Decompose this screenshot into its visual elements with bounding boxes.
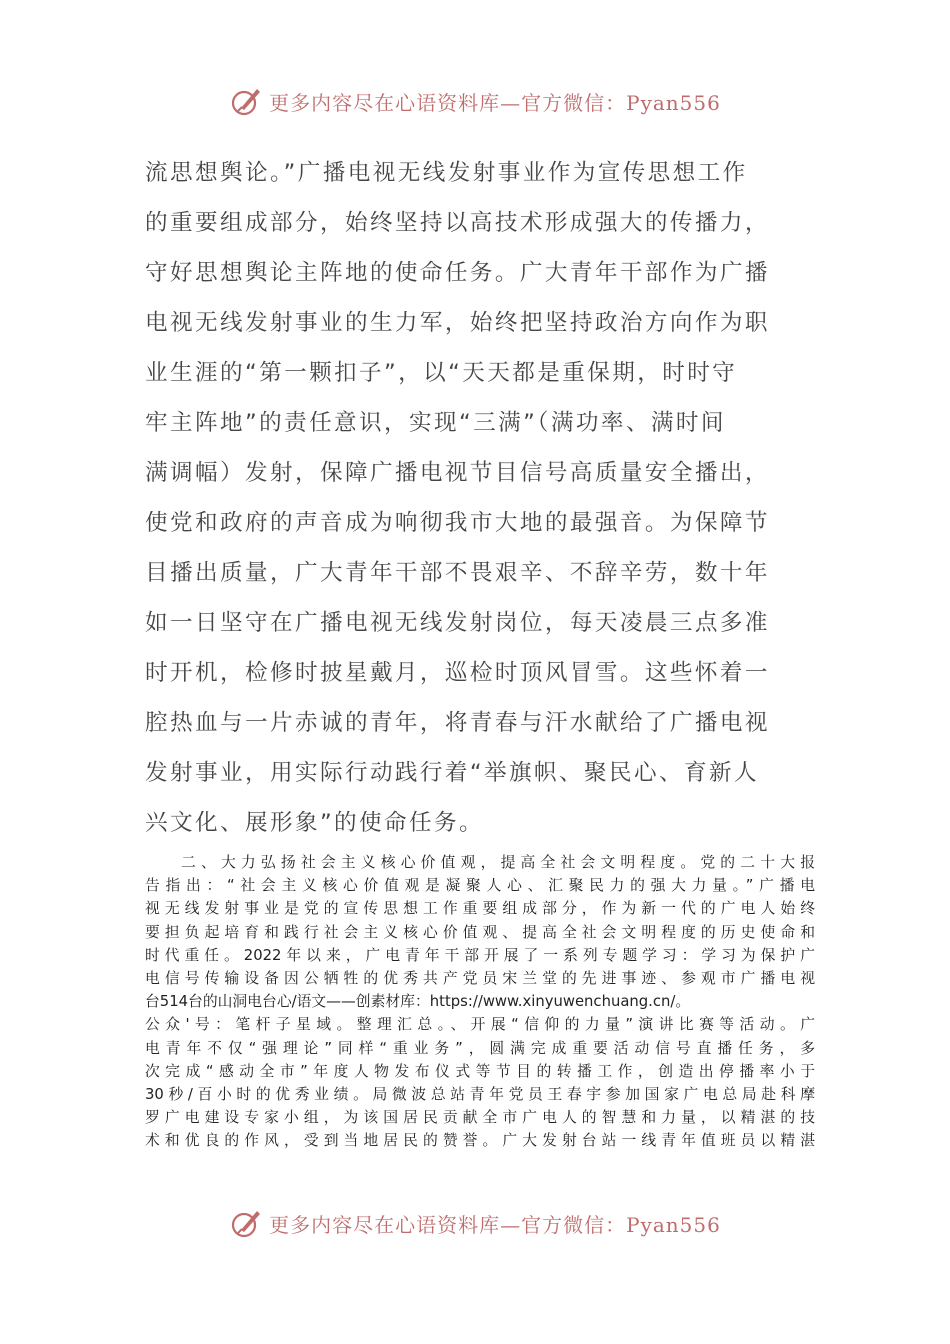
text-line: 如一日坚守在广播电视无线发射岗位，每天凌晨三点多准 xyxy=(145,610,770,636)
header-banner-text: 更多内容尽在心语资料库—官方微信：Pyan556 xyxy=(269,90,721,115)
text-line: 30秒/百小时的优秀业绩。局微波总站青年党员王春宇参加国家广电总局赴科摩 xyxy=(145,1085,815,1103)
text-line: 守好思想舆论主阵地的使命任务。广大青年干部作为广播 xyxy=(145,260,770,286)
quill-logo-icon xyxy=(229,1206,263,1240)
text-line: 使党和政府的声音成为响彻我市大地的最强音。为保障节 xyxy=(145,510,770,536)
text-line: 牢主阵地”的责任意识，实现“三满”（满功率、满时间 xyxy=(145,410,726,436)
quill-logo-icon xyxy=(229,84,263,118)
text-line: 公众'号：笔杆子星域。整理汇总。、开展“信仰的力量”演讲比赛等活动。广 xyxy=(145,1016,815,1034)
text-line: 发射事业，用实际行动践行着“举旗帜、聚民心、育新人 xyxy=(145,760,759,786)
text-line: 流思想舆论。”广播电视无线发射事业作为宣传思想工作 xyxy=(145,160,748,186)
text-line: 时开机，检修时披星戴月，巡检时顶风冒雪。这些怀着一 xyxy=(145,660,770,686)
text-line: 的重要组成部分，始终坚持以高技术形成强大的传播力， xyxy=(145,210,770,236)
section-heading-line: 二、大力弘扬社会主义核心价值观，提高全社会文明程度。党的二十大报 xyxy=(181,854,815,871)
text-line: 告指出：“社会主义核心价值观是凝聚人心、汇聚民力的强大力量。”广播电 xyxy=(145,877,815,895)
text-line: 台514台的山洞电台心/语文——创素材库：https://www.xinyuwenchuang.cn/。 xyxy=(145,993,691,1011)
text-line: 要担负起培育和践行社会主义核心价值观、提高全社会文明程度的历史使命和 xyxy=(145,923,815,941)
text-line: 满调幅）发射，保障广播电视节目信号高质量安全播出， xyxy=(145,460,770,486)
body-small-text xyxy=(145,851,815,1152)
text-line: 电视无线发射事业的生力军，始终把坚持政治方向作为职 xyxy=(145,310,770,336)
text-line: 视无线发射事业是党的宣传思想工作重要组成部分，作为新一代的广电人始终 xyxy=(145,900,815,918)
footer-banner-text: 更多内容尽在心语资料库—官方微信：Pyan556 xyxy=(269,1212,721,1237)
text-line: 业生涯的“第一颗扣子”，以“天天都是重保期，时时守 xyxy=(145,360,738,386)
text-line: 电青年不仅“强理论”同样“重业务”，圆满完成重要活动信号直播任务，多 xyxy=(145,1039,815,1057)
text-line: 目播出质量，广大青年干部不畏艰辛、不辞辛劳，数十年 xyxy=(145,560,770,586)
text-line: 电信号传输设备因公牺牲的优秀共产党员宋兰堂的先进事迹、参观市广播电视 xyxy=(145,969,815,987)
text-line: 罗广电建设专家小组，为该国居民贡献全市广电人的智慧和力量，以精湛的技 xyxy=(145,1109,815,1127)
body-large-text xyxy=(145,148,817,848)
text-line: 兴文化、展形象”的使命任务。 xyxy=(145,810,485,836)
text-line: 腔热血与一片赤诚的青年，将青春与汗水献给了广播电视 xyxy=(145,710,770,736)
text-line: 术和优良的作风，受到当地居民的赞誉。广大发射台站一线青年值班员以精湛 xyxy=(145,1132,815,1150)
header-banner xyxy=(0,84,950,118)
text-line: 次完成“感动全市”年度人物发布仪式等节目的转播工作，创造出停播率小于 xyxy=(145,1062,815,1080)
footer-banner xyxy=(0,1206,950,1240)
text-line: 时代重任。2022年以来，广电青年干部开展了一系列专题学习：学习为保护广 xyxy=(145,946,815,964)
